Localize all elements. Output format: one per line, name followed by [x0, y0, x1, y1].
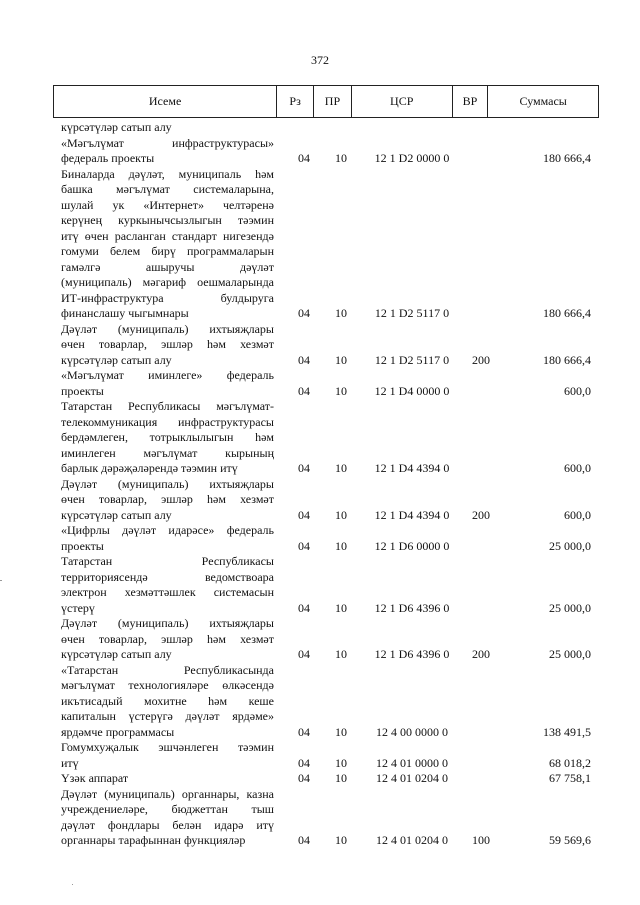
- row-rz: 04: [298, 383, 310, 398]
- row-name-line: барлык дәрәҗәләрендә тәэмин итү: [61, 461, 238, 475]
- row-name-line: Биналарда дәүләт, муниципаль һәм: [61, 166, 274, 181]
- row-name: [61, 136, 274, 167]
- row-name: [61, 740, 274, 771]
- table-row: [61, 554, 591, 616]
- row-name-line: өчен товарлар, эшләр һәм хезмәт: [61, 631, 274, 646]
- row-pr: 10: [335, 755, 347, 770]
- row-name: [61, 120, 274, 136]
- row-csr: 12 4 01 0204 0: [376, 833, 448, 847]
- table-body: [61, 120, 591, 849]
- row-name: [61, 322, 274, 369]
- table-row: [61, 399, 591, 477]
- row-name: [61, 477, 274, 524]
- row-name-line: өчен товарлар, эшләр һәм хезмәт: [61, 492, 274, 506]
- row-sum: 68 018,2: [549, 755, 591, 770]
- table-row: [61, 663, 591, 741]
- row-name-line: ярдәмче программасы: [61, 724, 175, 739]
- header-rz: Рз: [277, 86, 314, 117]
- scan-mark: [0, 580, 2, 581]
- row-name-line: бердәмлеген, тотрыклылыгын һәм: [61, 430, 274, 444]
- row-sum: 600,0: [564, 507, 591, 522]
- row-name-line: Дәүләт (муниципаль) ихтыяҗлары: [61, 321, 274, 336]
- row-csr: 12 1 D6 4396 0: [374, 600, 450, 615]
- row-name-line: өчен товарлар, эшләр һәм хезмәт: [61, 337, 274, 351]
- row-csr: 12 1 D4 4394 0: [374, 507, 450, 522]
- row-sum: 67 758,1: [549, 771, 591, 785]
- row-name: [61, 523, 274, 554]
- row-rz: 04: [298, 151, 310, 165]
- row-sum: 180 666,4: [543, 352, 591, 367]
- row-name-line: Үзәк аппарат: [61, 771, 129, 785]
- row-name-line: финанслашу чыгымнары: [61, 306, 189, 320]
- row-rz: 04: [298, 352, 310, 367]
- row-name: [61, 368, 274, 399]
- row-rz: 04: [298, 771, 310, 785]
- row-name-line: территориясендә ведомствоара: [61, 569, 274, 584]
- row-name-line: гамәлгә ашыручы дәүләт: [61, 259, 274, 274]
- header-name: Исеме: [54, 86, 277, 117]
- row-name-line: Татарстан Республикасы: [61, 554, 274, 568]
- row-name-line: «Мәгълүмат иминлеге» федераль: [61, 368, 274, 382]
- row-pr: 10: [335, 600, 347, 615]
- row-name-line: «Мәгълүмат инфраструктурасы»: [61, 135, 274, 150]
- row-name-line: үстерү: [61, 600, 95, 615]
- row-name-line: иминлеген мәгълүмат кырының: [61, 445, 274, 460]
- row-pr: 10: [335, 461, 347, 475]
- row-name-line: икътисадый мохитне һәм кеше: [61, 693, 274, 708]
- row-pr: 10: [335, 507, 347, 522]
- row-pr: 10: [335, 306, 347, 320]
- row-name: [61, 616, 274, 663]
- row-sum: 180 666,4: [543, 306, 591, 320]
- row-pr: 10: [335, 538, 347, 553]
- row-csr: 12 1 D4 0000 0: [374, 383, 450, 398]
- row-name-line: электрон хезмәттәшлек системасын: [61, 585, 274, 599]
- table-row: [61, 771, 591, 787]
- row-name-line: күрсәтүләр сатып алу: [61, 352, 172, 367]
- header-vr: ВР: [453, 86, 489, 117]
- row-name-line: дәүләт фондлары белән идарә итү: [61, 817, 274, 832]
- row-rz: 04: [298, 507, 310, 522]
- row-rz: 04: [298, 600, 310, 615]
- row-rz: 04: [298, 647, 310, 661]
- row-name-line: ИТ-инфраструктура булдыруга: [61, 290, 274, 305]
- row-pr: 10: [335, 724, 347, 739]
- row-name-line: күрсәтүләр сатып алу: [61, 507, 172, 522]
- row-name-line: телекоммуникация инфраструктурасы: [61, 414, 274, 429]
- row-name-line: проекты: [61, 383, 104, 398]
- row-name-line: Гомумхуҗалык эшчәнлеген тәэмин: [61, 740, 274, 754]
- row-csr: 12 4 01 0204 0: [376, 771, 448, 785]
- row-name: [61, 663, 274, 741]
- row-csr: 12 1 D2 5117 0: [374, 352, 450, 367]
- row-name-line: керүнең куркынычсызлыгын тәэмин: [61, 213, 274, 227]
- row-rz: 04: [298, 833, 310, 847]
- row-pr: 10: [335, 833, 347, 847]
- page-number: 372: [311, 53, 329, 67]
- row-rz: 04: [298, 755, 310, 770]
- row-name-line: «Цифрлы дәүләт идарәсе» федераль: [61, 523, 274, 537]
- scan-mark: [72, 884, 73, 885]
- row-name-line: күрсәтүләр сатып алу: [61, 647, 172, 661]
- table-row: [61, 616, 591, 663]
- row-sum: 600,0: [564, 461, 591, 475]
- row-name: [61, 167, 274, 322]
- header-csr: ЦСР: [352, 86, 453, 117]
- row-name-line: Дәүләт (муниципаль) ихтыяҗлары: [61, 476, 274, 491]
- row-csr: 12 4 01 0000 0: [376, 755, 448, 770]
- row-name: [61, 787, 274, 849]
- row-csr: 12 1 D6 0000 0: [374, 538, 450, 553]
- row-sum: 138 491,5: [543, 724, 591, 739]
- row-name-line: башка мәгълүмат системаларына,: [61, 182, 274, 196]
- row-name-line: учреждениеләре, бюджеттан тыш: [61, 802, 274, 816]
- row-rz: 04: [298, 538, 310, 553]
- table-row: [61, 477, 591, 524]
- row-sum: 600,0: [564, 383, 591, 398]
- row-sum: 25 000,0: [549, 647, 591, 661]
- row-rz: 04: [298, 461, 310, 475]
- row-name-line: «Татарстан Республикасында: [61, 662, 274, 677]
- row-name-line: (муниципаль) мәгариф оешмаларында: [61, 275, 274, 289]
- row-pr: 10: [335, 151, 347, 165]
- header-pr: ПР: [314, 86, 352, 117]
- row-csr: 12 1 D2 5117 0: [374, 306, 450, 320]
- row-name: [61, 554, 274, 616]
- row-sum: 59 569,6: [549, 833, 591, 847]
- table-row: [61, 136, 591, 167]
- row-name: [61, 399, 274, 477]
- table-row: [61, 120, 591, 136]
- row-sum: 25 000,0: [549, 538, 591, 553]
- row-name-line: капиталын үстерүгә дәүләт ярдәме»: [61, 709, 274, 723]
- row-pr: 10: [335, 771, 347, 785]
- row-name-line: Дәүләт (муниципаль) ихтыяҗлары: [61, 616, 274, 630]
- row-rz: 04: [298, 306, 310, 320]
- row-name: [61, 771, 274, 787]
- row-name-line: федераль проекты: [61, 151, 155, 165]
- table-row: [61, 368, 591, 399]
- row-name-line: итү өчен расланган стандарт нигезендә: [61, 228, 274, 243]
- table-header: [53, 85, 599, 118]
- row-csr: 12 1 D6 4396 0: [374, 647, 450, 661]
- row-name-line: гомуми белем бирү программаларын: [61, 244, 274, 258]
- table-row: [61, 322, 591, 369]
- row-pr: 10: [335, 647, 347, 661]
- row-name-line: мәгълүмат технологияләре өлкәсендә: [61, 678, 274, 692]
- table-row: [61, 787, 591, 849]
- table-row: [61, 167, 591, 322]
- row-csr: 12 1 D2 0000 0: [374, 151, 450, 165]
- row-name-line: күрсәтүләр сатып алу: [61, 120, 172, 134]
- row-vr: 200: [472, 352, 490, 367]
- row-sum: 180 666,4: [543, 151, 591, 165]
- row-name-line: итү: [61, 755, 79, 770]
- row-pr: 10: [335, 352, 347, 367]
- row-vr: 200: [472, 507, 490, 522]
- row-csr: 12 1 D4 4394 0: [374, 461, 450, 475]
- row-sum: 25 000,0: [549, 600, 591, 615]
- row-name-line: Дәүләт (муниципаль) органнары, казна: [61, 786, 274, 801]
- table-row: [61, 740, 591, 771]
- header-sum: Суммасы: [519, 94, 567, 108]
- row-csr: 12 4 00 0000 0: [376, 724, 448, 739]
- row-name-line: Татарстан Республикасы мәгълүмат-: [61, 399, 274, 413]
- row-pr: 10: [335, 383, 347, 398]
- row-rz: 04: [298, 724, 310, 739]
- row-vr: 100: [472, 833, 490, 847]
- row-vr: 200: [472, 647, 490, 661]
- row-name-line: шулай ук «Интернет» челтәренә: [61, 197, 274, 212]
- row-name-line: проекты: [61, 538, 104, 553]
- row-name-line: органнары тарафыннан функцияләр: [61, 833, 246, 847]
- table-row: [61, 523, 591, 554]
